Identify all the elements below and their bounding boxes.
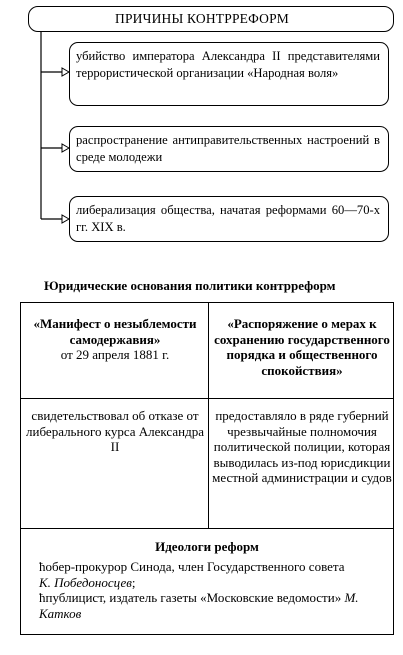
ideologist-2-role: ћпублицист, издатель газеты «Московские ведомости» (39, 590, 342, 605)
ideologists-list (39, 559, 359, 621)
reasons-title-box (28, 6, 394, 32)
reason-box-2 (69, 126, 389, 172)
reasons-title: ПРИЧИНЫ КОНТРРЕФОРМ (115, 11, 289, 26)
reason-text-1: убийство императора Александра II представителями террористической организации «Народная воля» (76, 49, 380, 80)
table-divider-vertical (208, 303, 209, 528)
manifest-description: свидетельствовал об отказе от либерального курса Александра II (26, 408, 204, 454)
arrow-head-3 (62, 215, 69, 223)
ideologist-1-name: К. Победоносцев (39, 574, 132, 590)
manifest-date: от 29 апреля 1881 г. (60, 347, 170, 362)
reason-box-3 (69, 196, 389, 242)
manifest-name: «Манифест о незыблемости самодержавия» (33, 316, 197, 347)
ideologists-title: Идеологи реформ (155, 539, 259, 554)
arrow-head-2 (62, 144, 69, 152)
table-divider-horizontal-1 (21, 398, 393, 399)
legal-basis-table (20, 302, 394, 635)
order-description: предоставляло в ряде губерний чрезвычайные полномочия политической полиции, которая выводилась из-под юрисдикции местной администрации и судов (212, 408, 392, 485)
reason-box-1 (69, 42, 389, 106)
manifest-header-cell (23, 316, 207, 363)
ideologist-1: ћобер-прокурор Синода, член Государственного совета К. Победоносцев; (39, 559, 345, 590)
ideologist-2 (39, 590, 359, 621)
reason-text-2: распространение антиправительственных настроений в среде молодежи (76, 133, 380, 164)
order-header-cell (211, 316, 393, 378)
arrow-head-1 (62, 68, 69, 76)
ideologist-1-role: ћобер-прокурор Синода, член Государственного совета (39, 559, 345, 574)
table-divider-horizontal-2 (21, 528, 393, 529)
reason-text-3: либерализация общества, начатая реформами 60—70-х гг. XIX в. (76, 203, 380, 234)
ideologist-2-name: М. Катков (39, 590, 359, 621)
legal-section-title: Юридические основания политики контрреформ (44, 278, 336, 293)
order-name: «Распоряжение о мерах к сохранению государственного порядка и общественного спокойствия» (214, 316, 390, 378)
